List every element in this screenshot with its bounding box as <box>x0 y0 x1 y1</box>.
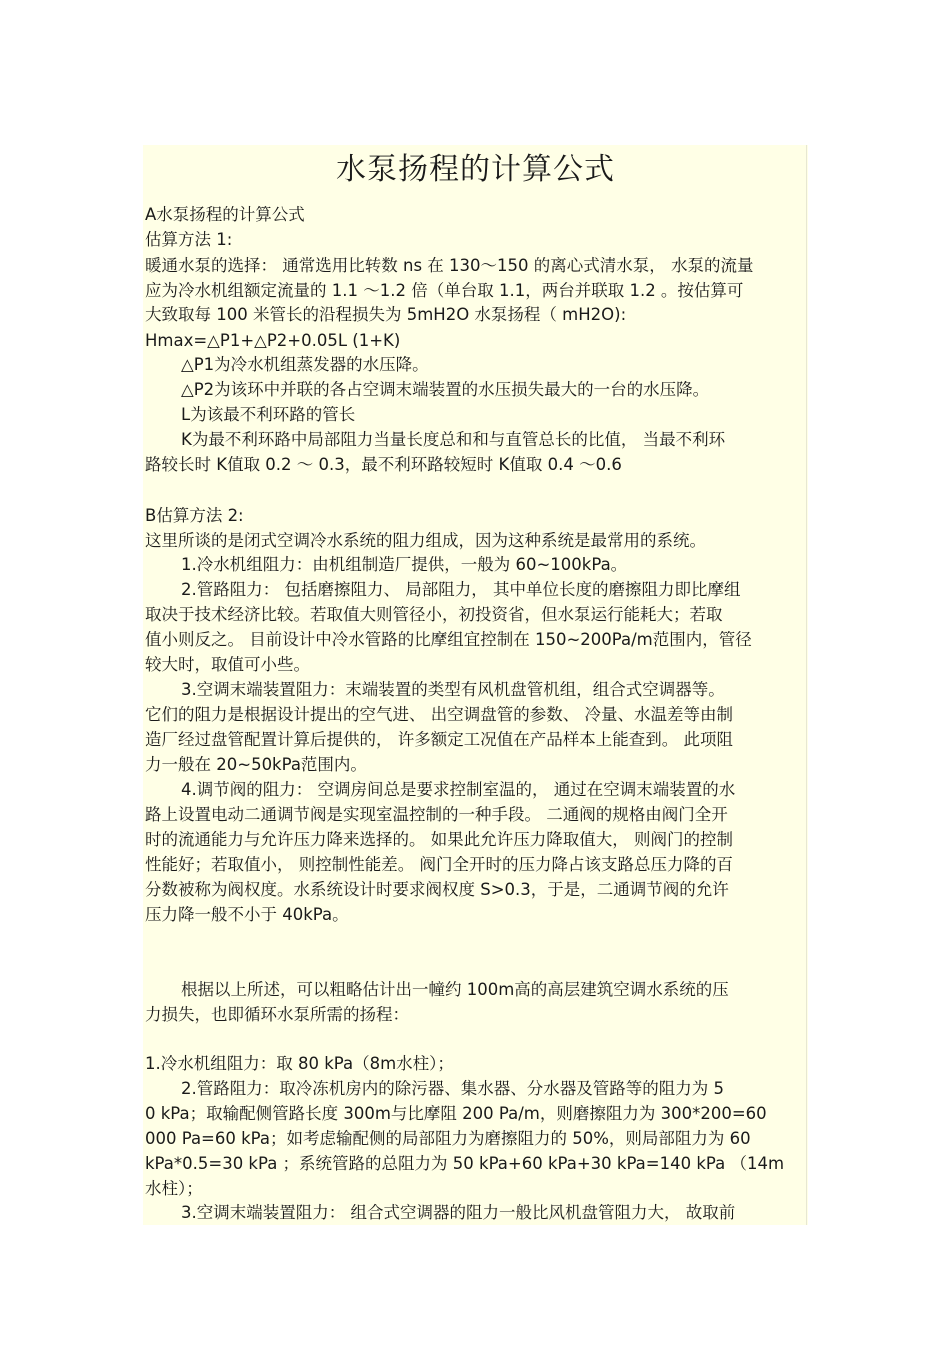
text-line: 2.管路阻力： 包括磨擦阻力、 局部阻力， 其中单位长度的磨擦阻力即比摩组 <box>181 580 741 599</box>
text-line: 力损失，也即循环水泵所需的扬程： <box>145 1005 409 1024</box>
text-line: 2.管路阻力：取冷冻机房内的除污器、集水器、分水器及管路等的阻力为 5 <box>181 1079 724 1098</box>
text-line: 压力降一般不小于 40kPa。 <box>145 905 349 924</box>
formula-line: Hmax=△P1+△P2+0.05L (1+K) <box>145 331 401 350</box>
text-line: △P2为该环中并联的各占空调末端装置的水压损失最大的一台的水压降。 <box>181 380 710 399</box>
text-line: 路较长时 K值取 0.2 ～ 0.3，最不利环路较短时 K值取 0.4 ～0.6 <box>145 455 622 474</box>
text-line: 水柱）； <box>145 1179 203 1198</box>
text-line: 0 kPa；取输配侧管路长度 300m与比摩阻 200 Pa/m，则磨擦阻力为 300*200=60 <box>145 1104 767 1123</box>
text-line: 性能好；若取值小， 则控制性能差。 阀门全开时的压力降占该支路总压力降的百 <box>145 855 733 874</box>
text-line: 造厂经过盘管配置计算后提供的， 许多额定工况值在产品样本上能查到。 此项阻 <box>145 730 733 749</box>
text-line: 000 Pa=60 kPa；如考虑输配侧的局部阻力为磨擦阻力的 50%，则局部阻力为 60 <box>145 1129 751 1148</box>
text-line: 根据以上所述，可以粗略估计出一幢约 100m高的高层建筑空调水系统的压 <box>181 980 729 999</box>
text-line: 路上设置电动二通调节阀是实现室温控制的一种手段。 二通阀的规格由阀门全开 <box>145 805 728 824</box>
text-line: 应为冷水机组额定流量的 1.1 ～1.2 倍（单台取 1.1，两台并联取 1.2 。按估算可 <box>145 281 744 300</box>
text-line: kPa*0.5=30 kPa ；系统管路的总阻力为 50 kPa+60 kPa+30 kPa=140 kPa （14m <box>145 1154 785 1173</box>
text-line: 时的流通能力与允许压力降来选择的。 如果此允许压力降取值大， 则阀门的控制 <box>145 830 733 849</box>
document-title: 水泵扬程的计算公式 <box>336 152 615 187</box>
text-line: △P1为冷水机组蒸发器的水压降。 <box>181 355 429 374</box>
text-line: 大致取每 100 米管长的沿程损失为 5mH2O 水泵扬程（ mH2O): <box>145 305 627 324</box>
document-page <box>143 145 808 1225</box>
text-line: 它们的阻力是根据设计提出的空气进、 出空调盘管的参数、 冷量、水温差等由制 <box>145 705 733 724</box>
text-line: 1.冷水机组阻力：取 80 kPa（8m水柱）； <box>145 1054 454 1073</box>
text-line: A水泵扬程的计算公式 <box>145 205 305 224</box>
text-line: K为最不利环路中局部阻力当量长度总和和与直管总长的比值， 当最不利环 <box>181 430 726 449</box>
text-line: 较大时，取值可小些。 <box>145 655 310 674</box>
text-line: 1.冷水机组阻力：由机组制造厂提供，一般为 60~100kPa。 <box>181 555 628 574</box>
text-line: 3.空调末端装置阻力：末端装置的类型有风机盘管机组，组合式空调器等。 <box>181 680 725 699</box>
text-line: 暖通水泵的选择： 通常选用比转数 ns 在 130～150 的离心式清水泵， 水泵的流量 <box>145 256 754 275</box>
text-line: 取决于技术经济比较。若取值大则管径小，初投资省，但水泵运行能耗大；若取 <box>145 605 723 624</box>
text-line: 3.空调末端装置阻力： 组合式空调器的阻力一般比风机盘管阻力大， 故取前 <box>181 1203 736 1222</box>
page-edge <box>806 145 807 1225</box>
text-line: 4.调节阀的阻力： 空调房间总是要求控制室温的， 通过在空调末端装置的水 <box>181 780 736 799</box>
section-heading: B估算方法 2: <box>145 506 244 525</box>
text-line: 这里所谈的是闭式空调冷水系统的阻力组成，因为这种系统是最常用的系统。 <box>145 531 706 550</box>
text-line: L为该最不利环路的管长 <box>181 405 356 424</box>
text-line: 力一般在 20~50kPa范围内。 <box>145 755 367 774</box>
text-line: 值小则反之。 目前设计中冷水管路的比摩组宜控制在 150~200Pa/m范围内，管径 <box>145 630 752 649</box>
text-line: 估算方法 1: <box>145 230 233 249</box>
text-line: 分数被称为阀权度。水系统设计时要求阀权度 S>0.3，于是，二通调节阀的允许 <box>145 880 729 899</box>
